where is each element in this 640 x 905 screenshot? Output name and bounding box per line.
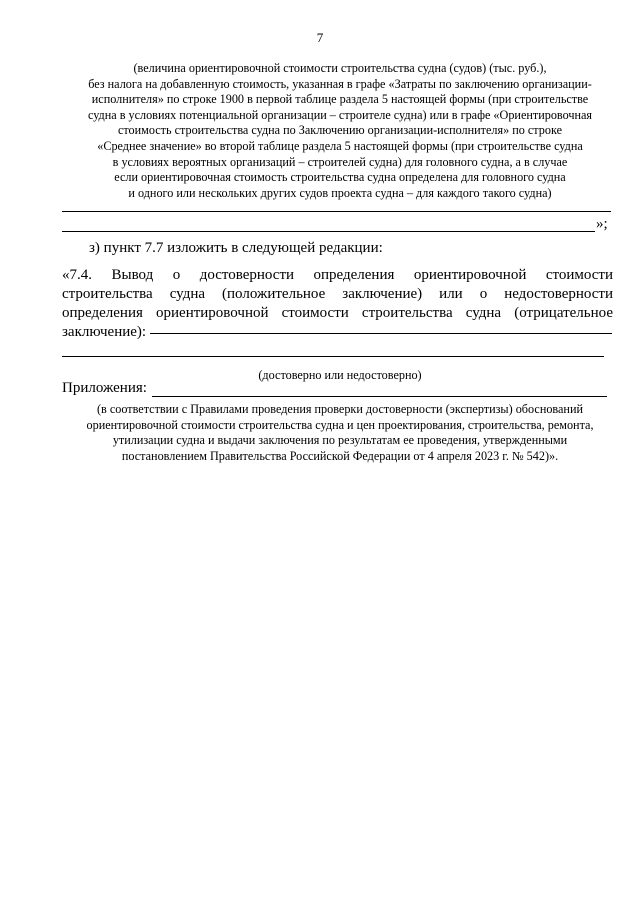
note-line: исполнителя» по строке 1900 в первой таблице раздела 5 настоящей формы (при строительстве: [91, 92, 589, 107]
note-line: в условиях вероятных организаций – строителей судна) для головного судна, а в случае: [112, 154, 568, 169]
note-line: судна в условиях потенциальной организации – строителе судна) или в графе «Ориентировочная: [87, 107, 593, 122]
note-line: (величина ориентировочной стоимости строительства судна (судов) (тыс. руб.),: [133, 61, 547, 75]
note-line: и одного или нескольких других судов проекта судна – для каждого такого судна): [128, 185, 552, 200]
fill-line: [152, 396, 607, 397]
appendix-label: Приложения:: [62, 380, 147, 396]
note-line: без налога на добавленную стоимость, указанная в графе «Затраты по заключению организации-: [88, 76, 592, 91]
closing-quote-mark: »;: [596, 216, 608, 232]
note-line: постановлением Правительства Российской Федерации от 4 апреля 2023 г. № 542)».: [121, 448, 559, 463]
note-line: стоимость строительства судна по Заключению организации-исполнителя» по строке: [117, 123, 563, 138]
fill-line: [62, 356, 604, 357]
note-line: ориентировочной стоимости строительства судна и цен проектирования, строительства, ремонта,: [86, 417, 594, 432]
reliability-caption: (достоверно или недостоверно): [258, 368, 422, 382]
appendix-note: [60, 402, 620, 464]
amendment-item-z: з) пункт 7.7 изложить в следующей редакции:: [89, 240, 383, 256]
note-line: (в соответствии с Правилами проведения проверки достоверности (экспертизы) обоснований: [96, 402, 584, 416]
fill-line: [62, 231, 595, 232]
cost-description-note: [60, 61, 620, 201]
note-line: «Среднее значение» во второй таблице раздела 5 настоящей формы (при строительстве судна: [97, 138, 583, 153]
note-line: утилизации судна и выдачи заключения по результатам ее проведения, утвержденными: [112, 433, 568, 448]
note-line: если ориентировочная стоимость строительства судна определена для головного судна: [114, 170, 566, 185]
fill-line: [62, 211, 611, 212]
page-number: 7: [316, 30, 324, 45]
fill-line: [150, 333, 612, 334]
paragraph-7-4: «7.4. Вывод о достоверности определения ориентировочной стоимости строительства судна (положительное заключение) или о недостоверности определения ориентировочной стоимости строительства судна (отрицательное заключение):: [62, 267, 613, 340]
